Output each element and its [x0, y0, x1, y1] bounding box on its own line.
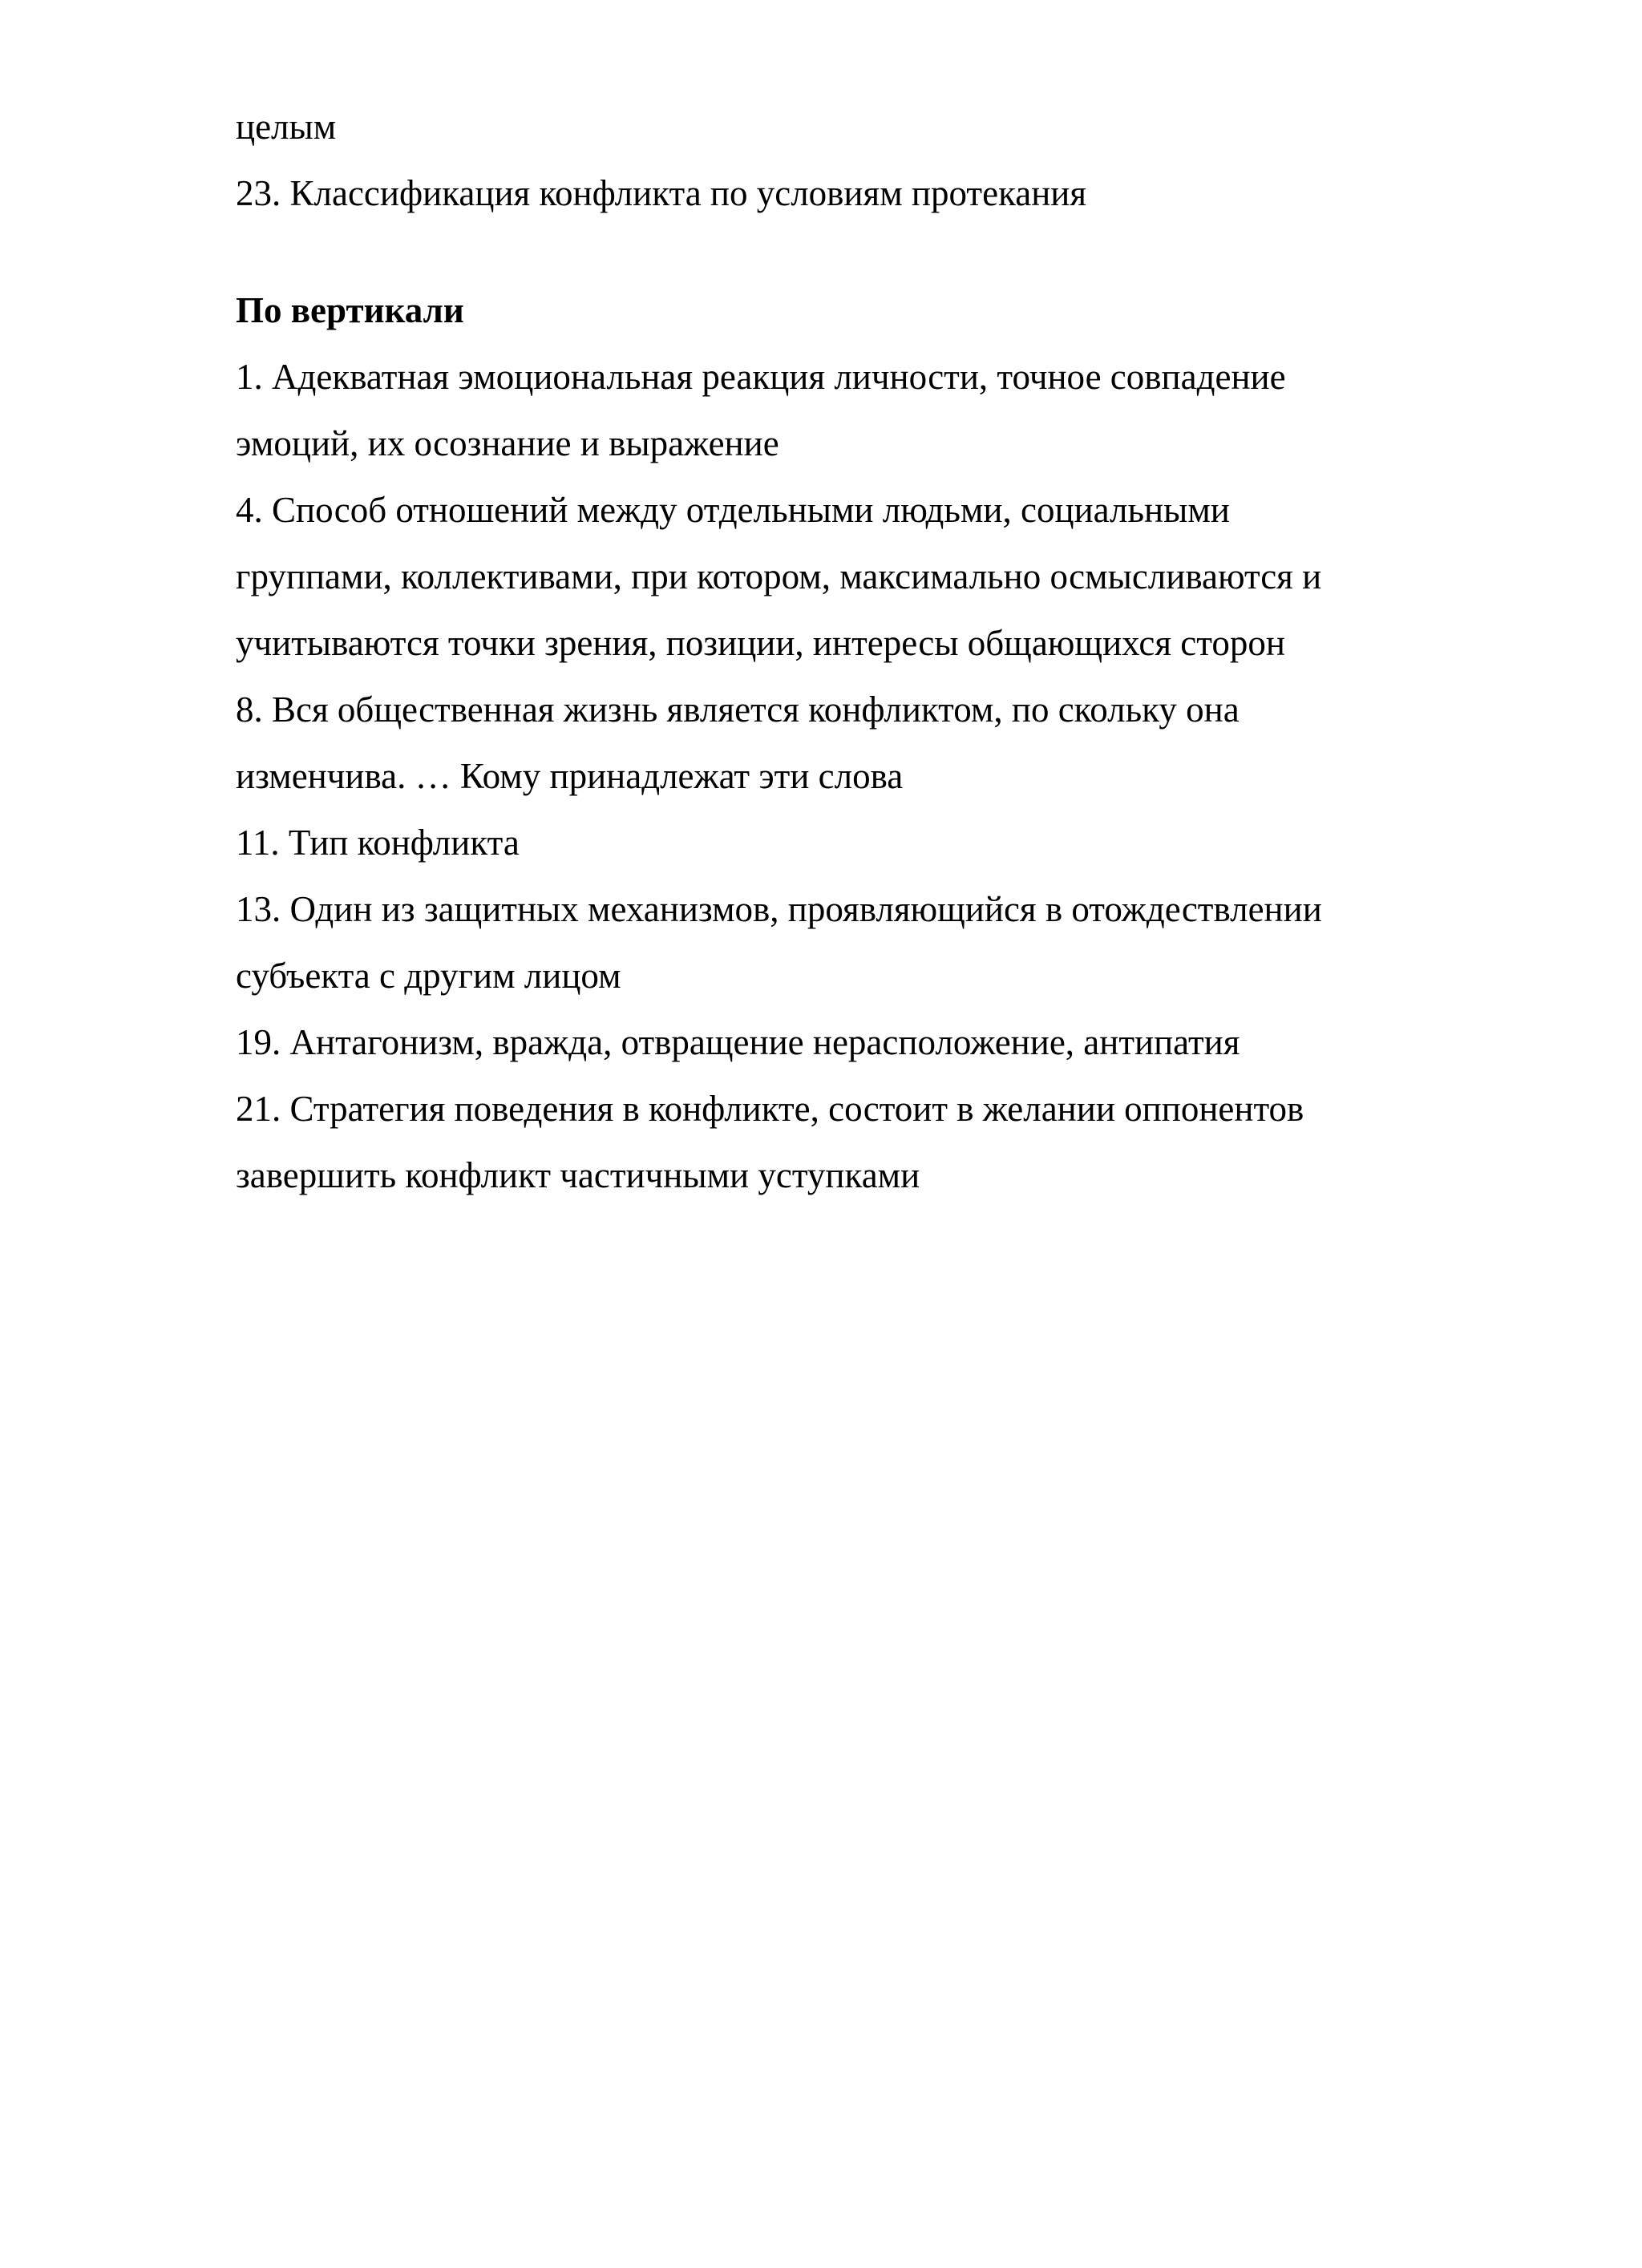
vertical-item-line: группами, коллективами, при котором, максимально осмысливаются и [236, 556, 1322, 596]
vertical-item-line: изменчива. … Кому принадлежат эти слова [236, 756, 904, 796]
vertical-item-line: 11. Тип конфликта [236, 823, 520, 863]
vertical-item-line: 19. Антагонизм, вражда, отвращение нерасположение, антипатия [236, 1022, 1240, 1062]
vertical-item-line: 8. Вся общественная жизнь является конфликтом, по скольку она [236, 689, 1240, 730]
vertical-item-line: 4. Способ отношений между отдельными людьми, социальными [236, 490, 1230, 530]
document-body [236, 94, 1422, 1209]
vertical-item-4 [236, 477, 1422, 677]
vertical-item-line: учитываются точки зрения, позиции, интересы общающихся сторон [236, 623, 1285, 663]
section-spacer [236, 227, 1422, 277]
vertical-item-line: 13. Один из защитных механизмов, проявляющийся в отождествлении [236, 889, 1322, 929]
continuation-text: целым [236, 107, 337, 147]
vertical-item-line: субъекта с другим лицом [236, 956, 621, 996]
vertical-item-19 [236, 1009, 1422, 1076]
vertical-item-line: эмоций, их осознание и выражение [236, 423, 779, 463]
vertical-item-13 [236, 876, 1422, 1009]
vertical-item-1 [236, 344, 1422, 477]
vertical-item-11 [236, 810, 1422, 876]
vertical-heading: По вертикали [236, 290, 464, 330]
vertical-item-line: 1. Адекватная эмоциональная реакция личности, точное совпадение [236, 357, 1286, 397]
vertical-item-line: завершить конфликт частичными уступками [236, 1155, 920, 1195]
across-item-23: 23. Классификация конфликта по условиям протекания [236, 173, 1087, 213]
vertical-item-21 [236, 1076, 1422, 1209]
vertical-item-8 [236, 677, 1422, 810]
vertical-item-line: 21. Стратегия поведения в конфликте, состоит в желании оппонентов [236, 1089, 1304, 1129]
